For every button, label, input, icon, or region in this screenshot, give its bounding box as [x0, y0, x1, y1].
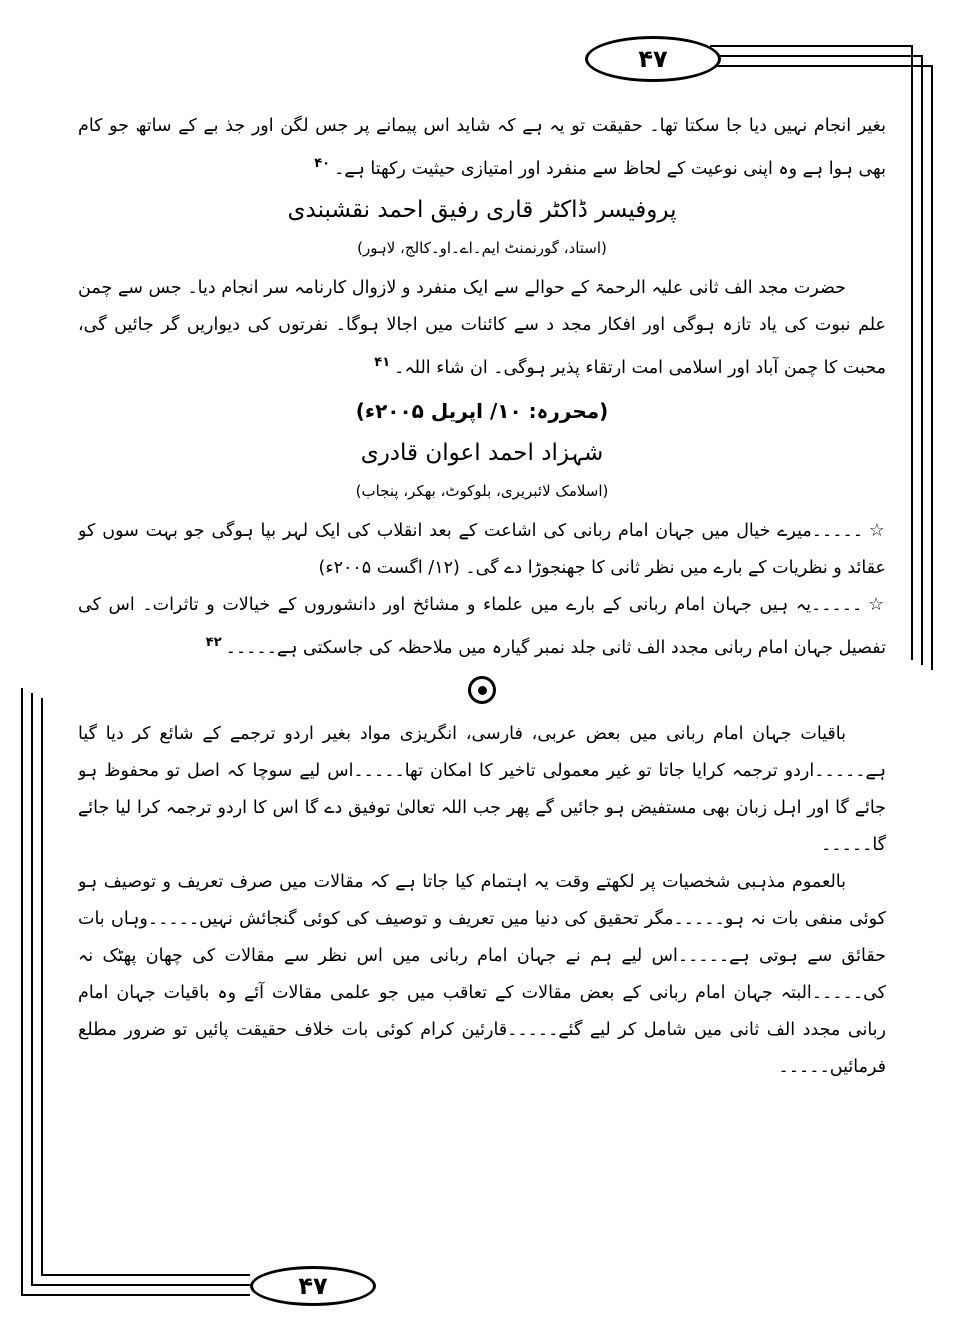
closing-paragraph: باقیات جہان امام ربانی میں بعض عربی، فارسی، انگریزی مواد بغیر اردو ترجمے کے شائع کر دیا گیا ہے۔۔۔۔۔اردو ترجمہ کرایا جاتا تو غیر معمولی تاخیر کا امکان تھا۔۔۔۔۔اس لیے سوچا کہ اصل تو محفوظ ہو جائے گا اور اہل زبان بھی مستفیض ہو جائیں گے پھر جب اللہ تعالیٰ توفیق دے گا اس کا اردو ترجمہ کرا لیا جائے گا۔۔۔۔۔ [78, 724, 886, 856]
author-name: پروفیسر ڈاکٹر قاری رفیق احمد نقشبندی [287, 196, 677, 223]
intro-paragraph: بغیر انجام نہیں دیا جا سکتا تھا۔ حقیقت تو یہ ہے کہ شاید اس پیمانے پر جس لگن اور جذ بے کے ساتھ جو کام بھی ہوا ہے وہ اپنی نوعیت کے لحاظ سے منفرد اور امتیازی حیثیت رکھتا ہے۔$^{۴۰}$ [78, 116, 886, 179]
bullet-item: ☆۔۔۔۔۔یہ ہیں جہان امام ربانی کے بارے میں علماء و مشائخ اور دانشوروں کے خیالات و تاثرات۔ اس کی تفصیل جہان امام ربانی مجدد الف ثانی جلد نمبر گیارہ میں ملاحظہ کی جاسکتی ہے۔۔۔۔۔$^{۴۲}$ [78, 594, 886, 658]
star-icon: ☆ [868, 594, 886, 615]
section-separator [78, 676, 886, 704]
tribute-paragraph: حضرت مجد الف ثانی علیہ الرحمۃ کے حوالے سے ایک منفرد و لازوال کارنامہ سر انجام دیا۔ جس سے چمن علم نبوت کی یاد تازہ ہوگی اور افکار مجد د سے کائنات میں اجالا ہوگا۔ نفرتوں کی دیواریں گر جائیں گی، محبت کا چمن آباد اور اسلامی امت ارتقاء پذیر ہوگی۔ ان شاء اللہ۔$^{۴۱}$ [78, 277, 886, 378]
star-icon: ☆ [869, 520, 886, 541]
bullet-item: ☆۔۔۔۔۔میرے خیال میں جہان امام ربانی کی اشاعت کے بعد انقلاب کی ایک لہر بپا ہوگی جو بہت سوں کو عقائد و نظریات کے بارے میں نظر ثانی کا جھنجوڑا دے گی۔ (۱۲/ اگست ۲۰۰۵ء) [78, 520, 886, 578]
page-content [78, 108, 886, 1278]
author-affiliation: (اسلامک لائبریری، بلوکوٹ، بھکر، پنجاب) [355, 481, 609, 500]
written-date: (محررہ: ۱۰/ اپریل ۲۰۰۵ء) [355, 398, 609, 423]
page-number-bottom: ۴۷ [250, 1266, 376, 1306]
closing-paragraph: بالعموم مذہبی شخصیات پر لکھتے وقت یہ اہتمام کیا جاتا ہے کہ مقالات میں صرف تعریف و توصیف ہو کوئی منفی بات نہ ہو۔۔۔۔۔مگر تحقیق کی دنیا میں تعریف و توصیف کی کوئی گنجائش نہیں۔۔۔۔۔وہاں بات حقائق سے ہوتی ہے۔۔۔۔۔اس لیے ہم نے جہان امام ربانی میں اس نظر سے مقالات کی چھان پھٹک نہ کی۔۔۔۔۔البتہ جہان امام ربانی کے بعض مقالات کے تعاقب میں جو علمی مقالات آئے وہ باقیات جہان امام ربانی مجدد الف ثانی میں شامل کر لیے گئے۔۔۔۔۔قارئین کرام کوئی بات خلاف حقیقت پائیں تو ضرور مطلع فرمائیں۔۔۔۔۔ [78, 872, 886, 1078]
circle-dot-icon [468, 676, 496, 704]
footnote-ref: ۴۱ [374, 354, 391, 370]
author-affiliation: (استاد، گورنمنٹ ایم۔اے۔او۔کالج، لاہور) [357, 238, 607, 257]
footnote-ref: ۴۰ [314, 156, 331, 171]
footnote-ref: ۴۲ [205, 634, 222, 650]
author-name: شہزاد احمد اعوان قادری [360, 439, 604, 466]
page-number-top: ۴۷ [585, 36, 721, 82]
